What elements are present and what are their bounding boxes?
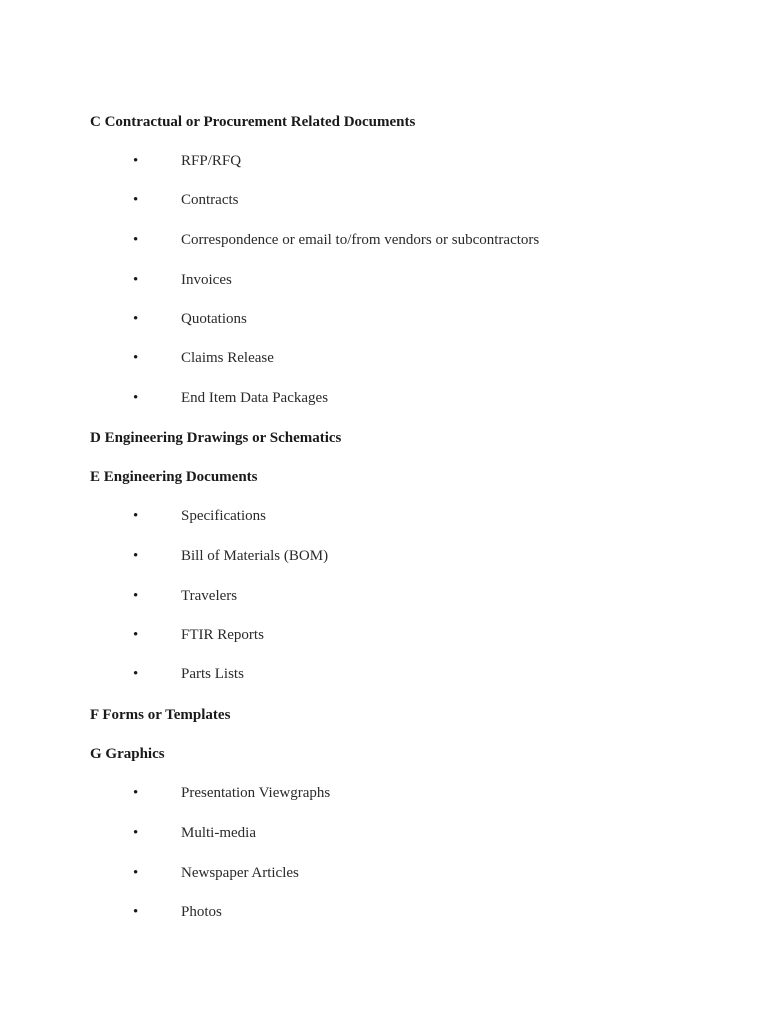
list-item [0, 823, 768, 843]
list-item-text: Quotations [181, 311, 247, 327]
list-item-text: Multi-media [181, 825, 256, 841]
list-item-text: Specifications [181, 508, 266, 524]
list-item-text: Parts Lists [181, 666, 244, 682]
bullet-icon: • [133, 825, 139, 841]
list-item-text: Bill of Materials (BOM) [181, 548, 329, 564]
list-item-text: Contracts [181, 192, 239, 208]
bullet-icon: • [133, 865, 139, 881]
list-item-text: Correspondence or email to/from vendors or subcontractors [181, 232, 540, 248]
list-item [0, 783, 768, 803]
bullet-icon: • [133, 153, 139, 169]
list-item [0, 151, 768, 171]
list-item-text: Presentation Viewgraphs [181, 785, 331, 801]
bullet-icon: • [133, 232, 139, 248]
bullet-icon: • [133, 785, 139, 801]
list-item-text: Photos [181, 904, 222, 920]
list-item [0, 506, 768, 526]
list-item-text: Travelers [181, 588, 238, 604]
bullet-icon: • [133, 390, 139, 406]
list-item-text: Newspaper Articles [181, 865, 299, 881]
bullet-icon: • [133, 192, 139, 208]
bullet-icon: • [133, 350, 139, 366]
section-heading-d: D Engineering Drawings or Schematics [90, 430, 342, 446]
list-item [0, 625, 768, 645]
list-item [0, 270, 768, 290]
list-item [0, 863, 768, 883]
bullet-icon: • [133, 666, 139, 682]
list-item-text: Invoices [181, 272, 232, 288]
list-item [0, 309, 768, 329]
bullet-icon: • [133, 311, 139, 327]
section-heading-g: G Graphics [90, 746, 165, 762]
list-item [0, 388, 768, 408]
list-item-text: End Item Data Packages [181, 390, 329, 406]
list-item-text: RFP/RFQ [181, 153, 242, 169]
list-item [0, 586, 768, 606]
list-item-text: FTIR Reports [181, 627, 264, 643]
section-heading-e: E Engineering Documents [90, 469, 258, 485]
list-item [0, 664, 768, 684]
bullet-icon: • [133, 627, 139, 643]
bullet-icon: • [133, 588, 139, 604]
list-item-text: Claims Release [181, 350, 274, 366]
section-heading-c: C Contractual or Procurement Related Documents [90, 114, 416, 130]
bullet-icon: • [133, 904, 139, 920]
list-item [0, 348, 768, 368]
list-item [0, 902, 768, 922]
bullet-icon: • [133, 508, 139, 524]
section-heading-f: F Forms or Templates [90, 707, 231, 723]
list-item [0, 190, 768, 210]
bullet-icon: • [133, 272, 139, 288]
list-item [0, 230, 768, 250]
bullet-icon: • [133, 548, 139, 564]
list-item [0, 546, 768, 566]
